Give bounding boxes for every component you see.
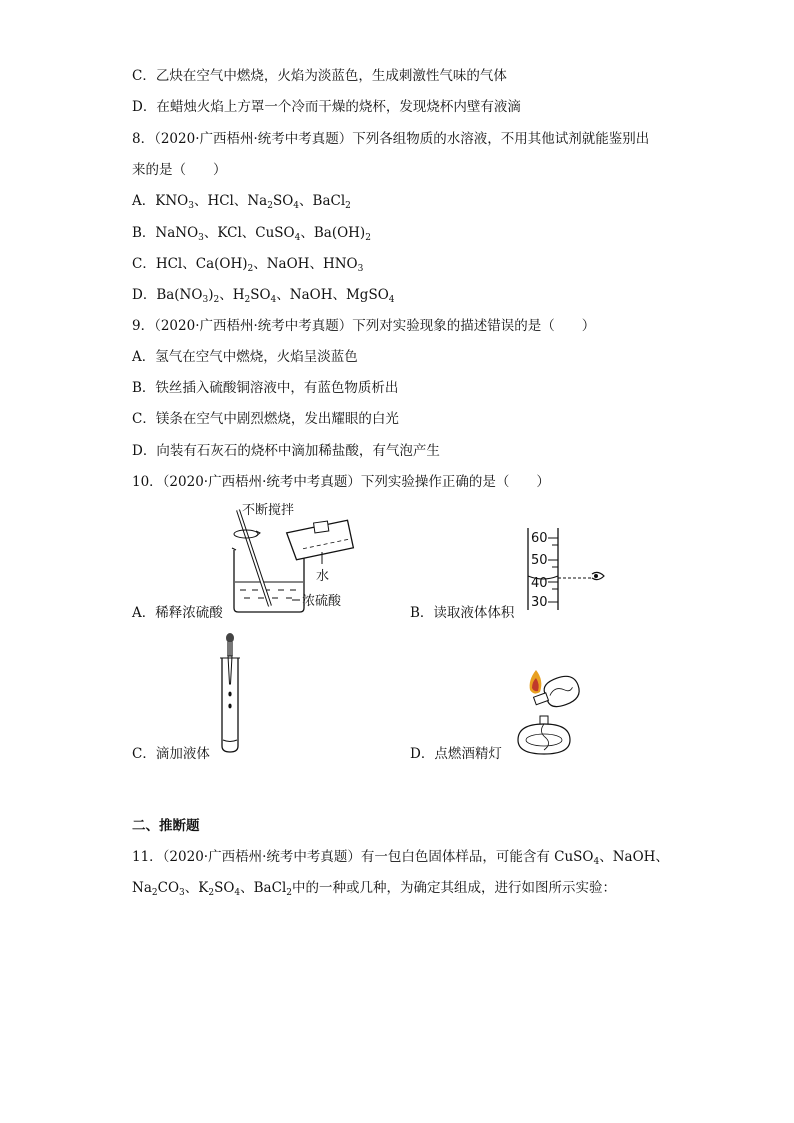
q8-stem-line2: 来的是（ ）: [132, 162, 227, 178]
q9-option-d: D．向装有石灰石的烧杯中滴加稀盐酸，有气泡产生: [132, 443, 440, 459]
q8-stem-line1: 8．（2020·广西梧州·统考中考真题）下列各组物质的水溶液，不用其他试剂就能鉴别出: [132, 131, 650, 147]
q8-option-b: B．NaNO$_3$、KCl、CuSO$_4$、$Ba(OH)_2$: [132, 225, 371, 243]
q7-option-d: D．在蜡烛火焰上方罩一个冷而干燥的烧杯，发现烧杯内壁有液滴: [132, 99, 521, 115]
q11-stem-line1: 11．（2020·广西梧州·统考中考真题）有一包白色固体样品，可能含有 CuSO$_4$、NaOH、: [132, 849, 669, 867]
q10-option-b: B．读取液体体积: [410, 605, 515, 621]
label-stir: 不断搅拌: [242, 503, 295, 518]
figure-alcohol-lamp: [510, 666, 592, 758]
q10-stem: 10．（2020·广西梧州·统考中考真题）下列实验操作正确的是（ ）: [132, 474, 550, 490]
tick-40: 40: [531, 576, 548, 591]
q10-option-a: A．稀释浓硫酸: [132, 605, 223, 621]
q10-option-d: D．点燃酒精灯: [410, 746, 502, 762]
figure-dropper: [214, 632, 246, 754]
q11-stem-line2: $Na_2CO_3$、$K_2SO_4$、BaCl$_2$中的一种或几种，为确定其组成，进行如图所示实验：: [132, 880, 616, 898]
q8-option-a: A．$KNO_3$、HCl、$Na_2SO_4$、BaCl$_2$: [132, 193, 351, 211]
tick-30: 30: [531, 595, 548, 610]
q8-option-d: D．$Ba(NO_3)_2$、$H_2SO_4$、NaOH、MgSO$_4$: [132, 287, 395, 305]
q9-option-b: B．铁丝插入硫酸铜溶液中，有蓝色物质析出: [132, 380, 399, 396]
tick-50: 50: [531, 553, 548, 568]
figure-read-cylinder: [522, 526, 612, 612]
label-water: 水: [316, 569, 330, 584]
section-heading-inference: 二、推断题: [132, 818, 200, 834]
q9-stem: 9．（2020·广西梧州·统考中考真题）下列对实验现象的描述错误的是（ ）: [132, 318, 596, 334]
label-conc-acid: 浓硫酸: [302, 594, 342, 609]
figure-dilute-acid: [222, 500, 372, 615]
q8-option-c: C．HCl、$Ca(OH)_2$、NaOH、$HNO_3$: [132, 256, 364, 274]
tick-60: 60: [531, 531, 548, 546]
q9-option-c: C．镁条在空气中剧烈燃烧，发出耀眼的白光: [132, 411, 399, 427]
q9-option-a: A．氢气在空气中燃烧，火焰呈淡蓝色: [132, 349, 358, 365]
q10-option-c: C．滴加液体: [132, 746, 210, 762]
q7-option-c: C．乙炔在空气中燃烧，火焰为淡蓝色，生成刺激性气味的气体: [132, 68, 507, 84]
